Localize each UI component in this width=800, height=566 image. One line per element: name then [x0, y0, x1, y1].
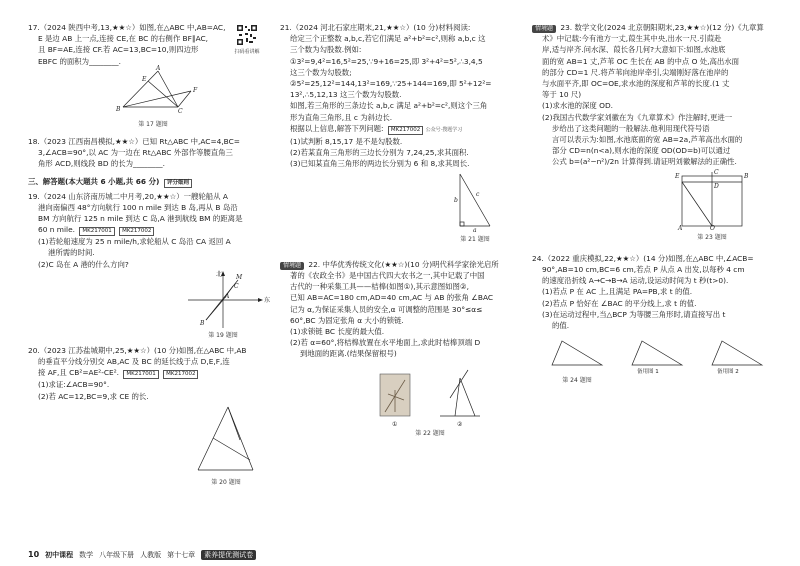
- q21-line: ①3²=9,4²=16,5²=25,∵9+16=25,即 3²+4²=5²,∴3,4,5: [290, 56, 483, 66]
- q23-line: 言可以表示为:如图,水池底面的宽 AB=2a,芦苇高出水面的: [552, 135, 743, 145]
- question-21: [280, 22, 520, 245]
- q17-caption: 第 17 题图: [138, 120, 168, 128]
- q23-figure: [532, 168, 778, 230]
- q21-figure: [280, 170, 520, 234]
- q19-line: BM 方向航行 125 n mile 到达 C 岛,A 港到航线 BM 的距离是: [38, 214, 243, 224]
- q17-figure: [28, 64, 268, 119]
- q23-caption: 第 23 题图: [697, 233, 727, 241]
- page-number: 10: [28, 550, 40, 559]
- q20-line: 20.（2023 江苏盐城期中,25,★★☆）(10 分)如图,在△ABC 中,AB: [28, 346, 247, 356]
- q22-line: (2)若 α=60°,将桔槔放置在水平地面上,求此时桔槔顶端 D: [290, 338, 481, 348]
- section-note[interactable]: 评分细则: [164, 179, 192, 188]
- q18-line: 角形 ACD,则线段 BD 的长为________.: [38, 159, 165, 169]
- svg-text:C: C: [178, 107, 183, 115]
- point-E: E: [675, 172, 680, 180]
- east-label: 东: [264, 296, 271, 304]
- q23-line: [532, 22, 778, 33]
- page-footer: [28, 550, 256, 560]
- q24-line: (1)若点 P 在 AC 上,且满足 PA=PB,求 t 的值.: [542, 287, 693, 297]
- q19-line: 19.（2024 山东济南历城二中月考,20,★★☆）一艘轮船从 A: [28, 191, 228, 201]
- qr-code-icon: [236, 24, 258, 46]
- scenario-tag: 情境题: [532, 25, 556, 33]
- question-17: [28, 22, 268, 130]
- brand-name: 初中课程: [45, 551, 74, 559]
- code-badge[interactable]: MK217002: [163, 370, 198, 379]
- q20-sub: (1)求证:∠ACB=90°.: [38, 380, 110, 390]
- q23-line: 的部分 CD=1 尺.将芦苇向池岸牵引,尖端刚好落在池岸的: [542, 67, 729, 77]
- question-24: [532, 253, 778, 387]
- point-A: A: [225, 292, 230, 300]
- q19-line-text: 60 n mile.: [38, 225, 75, 235]
- chapter-label: 第十七章: [167, 551, 196, 559]
- question-20: [28, 345, 268, 488]
- edition-label: 人教版: [140, 551, 162, 559]
- q22-line: 已知 AB=AC=180 cm,AD=40 cm,AC 与 AB 的张角 ∠BAC: [290, 293, 494, 303]
- subject-label: 数学: [79, 551, 94, 559]
- north-label: 北: [216, 270, 223, 278]
- side-b: b: [454, 196, 458, 204]
- q22-line-text: 22. 中华优秀传统文化(★★☆)(10 分)明代科学家徐光启所: [308, 259, 499, 269]
- q22-line: 古代的一种采集工具——桔槔(如图①),其示意图如图②,: [290, 282, 469, 292]
- q17-line: EBFC 的面积为________.: [38, 56, 121, 66]
- q18-line: 18.（2023 江西南昌模拟,★★☆）已知 Rt△ABC 中,AC=4,BC=: [28, 137, 240, 147]
- grade-label: 八年级下册: [99, 551, 135, 559]
- code-note: 公众号·搜题学习: [425, 126, 463, 133]
- code-badge[interactable]: MK217002: [388, 126, 423, 135]
- q23-line: 部分 CD=n(n<a),则水池的深度 OD(OD=b)可以通过: [552, 146, 731, 156]
- point-D: D: [714, 182, 719, 190]
- qr-code[interactable]: [236, 24, 258, 46]
- q20-line-text: 接 AF,且 CB²=AE²-CE².: [38, 368, 120, 378]
- q19-sub: 港所需的时间.: [48, 248, 95, 258]
- q22-line: (1)求锁链 BC 长度的最大值.: [290, 327, 385, 337]
- point-A: A: [678, 224, 683, 232]
- q22-line: 60°,BC 为固定张角 α 大小的锁链.: [290, 315, 404, 325]
- q23-line: 面的宽 AB=1 丈,芦苇 OC 生长在 AB 的中点 O 处,高出水面: [542, 56, 740, 66]
- code-badge[interactable]: MK217002: [119, 227, 154, 236]
- question-19: [28, 191, 271, 341]
- q22-line: 到地面的距离.(结果保留根号): [300, 349, 397, 359]
- q19-line: [28, 224, 268, 236]
- q24-line: 的值.: [552, 321, 570, 331]
- q21-line: 21.（2024 河北石家庄期末,21,★★☆）(10 分)材料阅读:: [280, 23, 471, 32]
- spare-figure-2-label: 备用图 2: [717, 369, 739, 376]
- q24-line: 的速度沿折线 A→C→B→A 运动,设运动时间为 t 秒(t>0).: [542, 276, 729, 286]
- q24-figure: [532, 331, 778, 375]
- side-c: c: [476, 190, 480, 198]
- q21-line: 形为直角三角形,且 c 为斜边长.: [290, 112, 393, 122]
- code-badge[interactable]: MK217001: [123, 370, 158, 379]
- q24-line: (3)在运动过程中,当△BCP 为等腰三角形时,请直接写出 t: [542, 309, 726, 319]
- q19-sub: (2)C 岛在 A 港的什么方向?: [38, 259, 129, 269]
- question-22: [280, 259, 520, 439]
- q20-line: [28, 367, 268, 379]
- q21-line: (3)已知某直角三角形的两边长分别为 6 和 8,求其周长.: [290, 159, 470, 169]
- q21-line: 13²,∴5,12,13 这三个数为勾股数.: [290, 90, 402, 100]
- test-label: 素养提优测试卷: [201, 550, 256, 560]
- svg-text:A: A: [156, 64, 161, 72]
- q24-caption: 第 24 题图: [562, 377, 592, 385]
- scenario-tag: 情境题: [280, 262, 304, 270]
- q24-line: 90°,AB=10 cm,BC=6 cm,若点 P 从点 A 出发,以每秒 4 cm: [542, 265, 745, 275]
- svg-text:F: F: [193, 86, 198, 94]
- question-23: [532, 22, 778, 243]
- q20-caption: 第 20 题图: [211, 478, 241, 486]
- q21-line: 这三个数为勾股数;: [290, 67, 352, 77]
- q22-figure: [280, 360, 520, 428]
- q23-line: 岸,适与岸齐.问水深、葭长各几何?大意如下:如图,水池底: [542, 45, 726, 55]
- q17-line: E 是边 AB 上一点,连接 CE,在 BC 的右侧作 BF∥AC,: [38, 34, 209, 44]
- q21-line: ②5²=25,12²=144,13²=169,∵25+144=169,即 5²+12²=: [290, 79, 492, 89]
- q23-line: (1)求水池的深度 OD.: [542, 101, 614, 111]
- point-M: M: [236, 273, 243, 281]
- q21-line-text: 根据以上信息,解答下列问题:: [290, 123, 384, 133]
- q22-caption: 第 22 题图: [415, 429, 445, 437]
- q17-line: 17.（2024 陕西中考,13,★★☆）如图,在△ABC 中,AB=AC,: [28, 23, 226, 32]
- svg-text:E: E: [142, 75, 147, 83]
- fig-label-1: ①: [392, 420, 398, 428]
- q20-figure: [28, 402, 268, 477]
- spare-figure-1-label: 备用图 1: [637, 369, 659, 376]
- q19-caption: 第 19 题图: [208, 331, 238, 339]
- q21-line: 给定三个正整数 a,b,c,若它们满足 a²+b²=c²,则称 a,b,c 这: [290, 34, 486, 44]
- q24-line: (2)若点 P 恰好在 ∠BAC 的平分线上,求 t 的值.: [542, 298, 697, 308]
- q21-caption: 第 21 题图: [460, 235, 490, 243]
- section-title: 三、解答题(本大题共 6 小题,共 66 分): [28, 176, 160, 186]
- q21-line: 三个数为勾股数.例如:: [290, 45, 362, 55]
- fig-label-2: ②: [457, 420, 463, 428]
- qr-caption: 扫码看讲解: [234, 49, 260, 55]
- q22-line: 记为 α,为保证采集人员的安全,α 可调整的范围是 30°≤α≤: [290, 304, 483, 314]
- question-18: [28, 136, 268, 170]
- q17-line: 且 BF=AE,连接 CF.若 AC=13,BC=10,则四边形: [38, 45, 199, 55]
- q23-line: 公式 b=(a²−n²)/2n 计算得到.请证明刘徽解法的正确性.: [552, 157, 737, 167]
- side-a: a: [473, 226, 477, 234]
- q23-line: 步给出了这类问题的一般解法.他利用现代符号语: [552, 123, 710, 133]
- q19-line: 港向南偏西 48°方向航行 100 n mile 到达 B 岛,再从 B 岛沿: [38, 202, 238, 212]
- q21-line: (2)若某直角三角形的三边长分别为 7,24,25,求其面积.: [290, 148, 469, 158]
- q21-line: (1)试判断 8,15,17 是不是勾股数.: [290, 137, 403, 147]
- q22-line: [280, 259, 520, 270]
- code-badge[interactable]: MK217001: [79, 227, 114, 236]
- q23-line-text: 23. 数学文化(2024 北京朝阳期末,23,★★☆)(12 分)《九章算: [560, 23, 764, 32]
- q18-line: 3,∠ACB=90°,以 AC 为一边在 Rt△ABC 外部作等腰直角三: [38, 148, 233, 158]
- point-C: C: [714, 168, 719, 176]
- point-B: B: [744, 172, 749, 180]
- q23-line: 术》中记载:今有池方一丈,葭生其中央,出水一尺.引葭赴: [542, 34, 722, 44]
- q19-figure: [28, 270, 271, 330]
- q19-sub: (1)若轮船速度为 25 n mile/h,求轮船从 C 岛沿 CA 返回 A: [38, 237, 231, 247]
- q21-line: 如图,若三角形的三条边长 a,b,c 满足 a²+b²=c²,则这个三角: [290, 101, 488, 111]
- q21-line: [280, 123, 520, 136]
- q23-line: 等于 10 尺): [542, 90, 582, 100]
- q20-line: 的垂直平分线分别交 AB,AC 及 BC 的延长线于点 D,E,F,连: [38, 357, 230, 367]
- q20-sub: (2)若 AC=12,BC=9,求 CE 的长.: [38, 391, 149, 401]
- svg-text:B: B: [116, 105, 121, 113]
- section-heading: [28, 176, 268, 188]
- q23-line: 与水面平齐,即 OC=OE,求水池的深度和芦苇的长度.(1 丈: [542, 79, 730, 89]
- column-right: [532, 22, 778, 388]
- column-left: [28, 22, 271, 490]
- q24-line: 24.（2022 重庆模拟,22,★★☆）(14 分)如图,在△ABC 中,∠ACB=: [532, 253, 754, 263]
- point-O: O: [710, 224, 715, 232]
- q22-line: 著的《农政全书》是中国古代四大农书之一,其中记载了中国: [290, 271, 485, 281]
- point-C: C: [234, 282, 239, 290]
- q23-line: (2)我国古代数学家刘徽在为《九章算术》作注解时,更进一: [542, 112, 733, 122]
- point-B: B: [200, 319, 205, 327]
- column-middle: [280, 22, 520, 441]
